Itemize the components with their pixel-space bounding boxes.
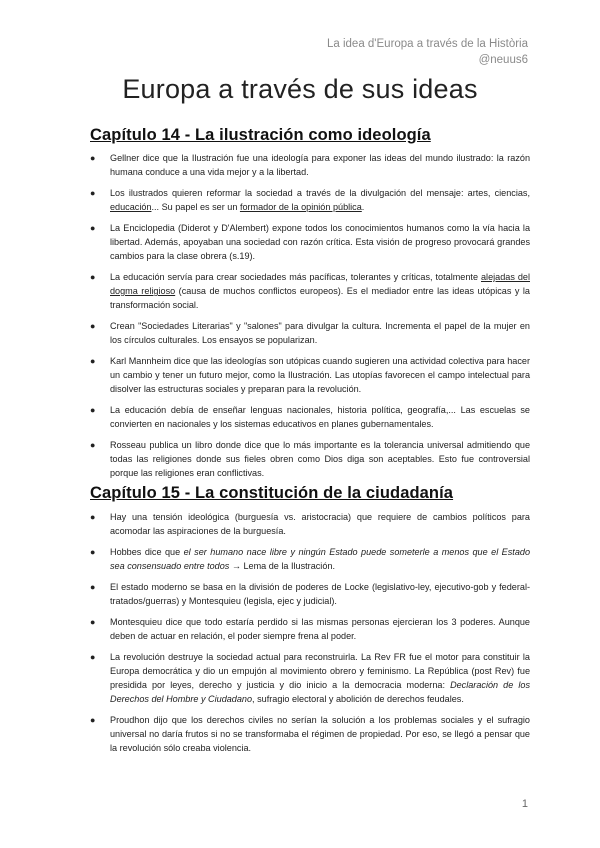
page-number: 1 <box>521 798 528 810</box>
list-item: ● Rosseau publica un libro donde dice que lo más importante es la tolerancia universal admitiendo que todas las religiones donde sus fieles obren como Dios diga son aceptables. Esto fue controversial porque las religiones eran conflictivas. <box>90 440 530 478</box>
document-name: La idea d'Europa a través de la Història <box>326 38 528 50</box>
document-header <box>327 36 528 68</box>
list-item: ● Gellner dice que la Ilustración fue una ideología para exponer las ideas del mundo ilustrado: la razón humana conduce a una vida mejor y a la libertad. <box>90 153 530 177</box>
underlined-term: alejadas del dogma religioso <box>110 272 530 296</box>
list-item: ● La revolución destruye la sociedad actual para reconstruirla. La Rev FR fue el motor para constituir la Europa democrática y dio un empujón al movimiento obrero y feminismo. La República (post Rev) fue presidida por leyes, derecho y justicia y dio inicio a la democracia moderna: Declaración de los Derechos del Hombre y Ciudadano, sufragio electoral y abolición de derechos feudales. <box>90 652 530 704</box>
chapter-14-bullet-list <box>90 151 530 487</box>
list-item: ● Hay una tensión ideológica (burguesía vs. aristocracia) que requiere de cambios políticos para acomodar las aspiraciones de la burguesía. <box>90 512 530 536</box>
chapter-15-bullet-list <box>90 510 530 762</box>
italic-quote: el ser humano nace libre y ningún Estado puede someterle a menos que el Estado sea consensuado entre todos <box>110 547 530 571</box>
list-item: ● Karl Mannheim dice que las ideologías son utópicas cuando sugieren una actividad colectiva para hacer un cambio y tener un futuro mejor, como la Ilustración. Las utopías favorecen el campo intelectual para disolver las estructuras sociales y preparan para la revolución. <box>90 356 530 394</box>
chapter-14-title: Capítulo 14 - La ilustración como ideología <box>90 126 431 144</box>
list-item: ● Hobbes dice que el ser humano nace libre y ningún Estado puede someterle a menos que el Estado sea consensuado entre todos → Lema de la Ilustración. <box>90 547 530 571</box>
underlined-term: formador de la opinión pública <box>239 202 362 212</box>
underlined-term: educación <box>110 202 152 212</box>
list-item: ● La educación debía de enseñar lenguas nacionales, historia política, geografía,... Las escuelas se convierten en nacionales y los sistemas educativos en planes gubernamentales. <box>90 405 530 429</box>
italic-title: Declaración de los Derechos del Hombre y Ciudadano <box>110 680 530 704</box>
list-item: ● Proudhon dijo que los derechos civiles no serían la solución a los problemas sociales y el sufragio universal no daría frutos si no se transformaba el régimen de propiedad. Por eso, se llegó a pensar que la revolución sólo creaba violencia. <box>90 715 530 753</box>
author-handle: @neuus6 <box>478 54 528 66</box>
document-title: Europa a través de sus ideas <box>122 74 478 104</box>
list-item: ● Montesquieu dice que todo estaría perdido si las mismas personas ejercieran los 3 poderes. Aunque deben de actuar en relación, el poder siempre frena al poder. <box>90 617 530 641</box>
list-item: ● La educación servía para crear sociedades más pacíficas, tolerantes y críticas, totalmente alejadas del dogma religioso (causa de muchos conflictos europeos). Es el mediador entre las ideas utópicas y la transformación social. <box>90 272 530 310</box>
chapter-15-title: Capítulo 15 - La constitución de la ciudadanía <box>90 484 454 502</box>
list-item: ● El estado moderno se basa en la división de poderes de Locke (legislativo-ley, ejecutivo-gob y federal-tratados/guerras) y Montesquieu (legisla, ejec y judicial). <box>90 582 530 606</box>
list-item: ● Los ilustrados quieren reformar la sociedad a través de la divulgación del mensaje: artes, ciencias, educación... Su papel es ser un formador de la opinión pública. <box>90 188 530 212</box>
list-item: ● La Enciclopedia (Diderot y D'Alembert) expone todos los conocimientos humanos como la vía hacia la libertad. Además, apoyaban una sociedad con razón crítica. Esta visión de progreso provocará grandes cambios para la clase obrera (s.19). <box>90 223 530 261</box>
list-item: ● Crean "Sociedades Literarias" y "salones" para divulgar la cultura. Incrementa el papel de la mujer en los círculos culturales. Los ensayos se popularizan. <box>90 321 530 345</box>
